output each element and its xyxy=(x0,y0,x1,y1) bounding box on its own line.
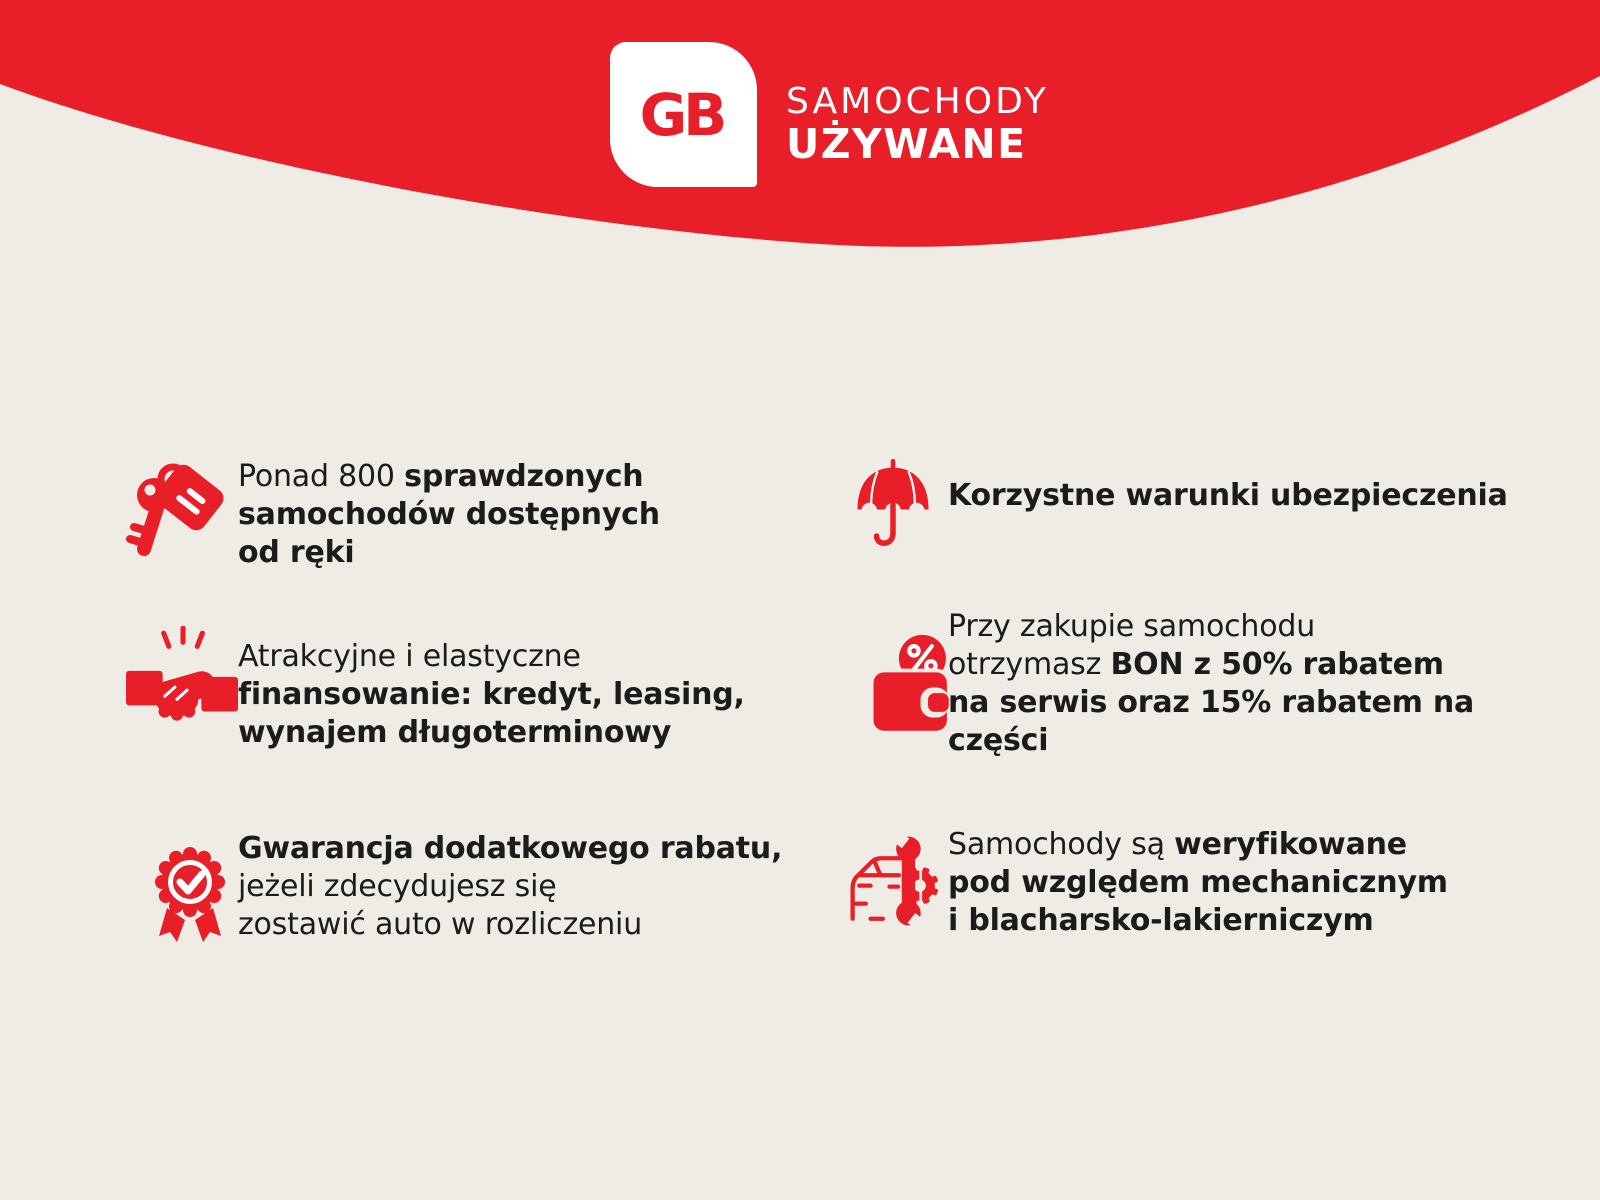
feature-text-line xyxy=(238,638,745,676)
feature-text-line xyxy=(238,906,782,944)
feature-financing xyxy=(238,638,745,752)
feature-text-line xyxy=(238,496,660,534)
feature-insurance xyxy=(948,477,1508,515)
feature-text-line xyxy=(948,722,1474,760)
feature-text-line xyxy=(948,646,1474,684)
feature-text-segment: samochodów dostępnych xyxy=(238,497,660,532)
feature-text-segment: i blacharsko-lakierniczym xyxy=(948,903,1374,938)
feature-text-line xyxy=(238,830,782,868)
feature-text-line xyxy=(948,902,1448,940)
feature-service-bonus xyxy=(948,608,1474,760)
feature-text-segment: finansowanie: kredyt, leasing, xyxy=(238,677,745,712)
feature-text-segment: Gwarancja dodatkowego rabatu, xyxy=(238,831,783,866)
award-badge-check-icon xyxy=(140,836,240,948)
feature-text-segment: wynajem długoterminowy xyxy=(238,715,672,750)
feature-text-segment: Samochody są xyxy=(948,827,1175,862)
feature-text-segment: sprawdzonych xyxy=(404,459,644,494)
handshake-icon xyxy=(126,626,238,736)
feature-text-segment: pod względem mechanicznym xyxy=(948,865,1448,900)
feature-text-segment: części xyxy=(948,723,1049,758)
feature-available-cars xyxy=(238,458,660,572)
feature-text-line xyxy=(238,534,660,572)
feature-text-segment: Korzystne warunki ubezpieczenia xyxy=(948,478,1508,513)
feature-text-line xyxy=(948,826,1448,864)
brand-logo-text: GB xyxy=(639,80,724,149)
feature-text-segment: BON z 50% rabatem xyxy=(1110,647,1444,682)
feature-text-segment: zostawić auto w rozliczeniu xyxy=(238,907,643,942)
feature-text-line xyxy=(238,714,745,752)
feature-verification xyxy=(948,826,1448,940)
feature-text-segment: jeżeli zdecydujesz się xyxy=(238,869,557,904)
brand-title-line1: SAMOCHODY xyxy=(786,81,1049,122)
feature-text-segment: Ponad 800 xyxy=(238,459,405,494)
feature-text-segment: Przy zakupie samochodu xyxy=(948,609,1316,644)
feature-guaranteed-discount xyxy=(238,830,782,944)
brand-logo xyxy=(610,42,757,187)
feature-text-segment: na serwis oraz 15% rabatem na xyxy=(948,685,1475,720)
brand-title xyxy=(786,82,1049,166)
feature-text-line xyxy=(948,477,1508,515)
feature-text-segment: od ręki xyxy=(238,535,355,570)
feature-text-line xyxy=(238,676,745,714)
brand-title-line2: UŻYWANE xyxy=(786,120,1027,168)
feature-text-segment: weryfikowane xyxy=(1174,827,1407,862)
car-service-wrench-gear-icon xyxy=(846,828,950,932)
umbrella-icon xyxy=(852,458,934,552)
feature-text-line xyxy=(948,864,1448,902)
feature-text-segment: Atrakcyjne i elastyczne xyxy=(238,639,581,674)
feature-text-line xyxy=(948,684,1474,722)
wallet-percent-icon xyxy=(866,632,960,742)
car-keys-price-tag-icon xyxy=(126,452,228,564)
feature-text-line xyxy=(948,608,1474,646)
feature-text-line xyxy=(238,458,660,496)
feature-text-segment: otrzymasz xyxy=(948,647,1111,682)
feature-text-line xyxy=(238,868,782,906)
